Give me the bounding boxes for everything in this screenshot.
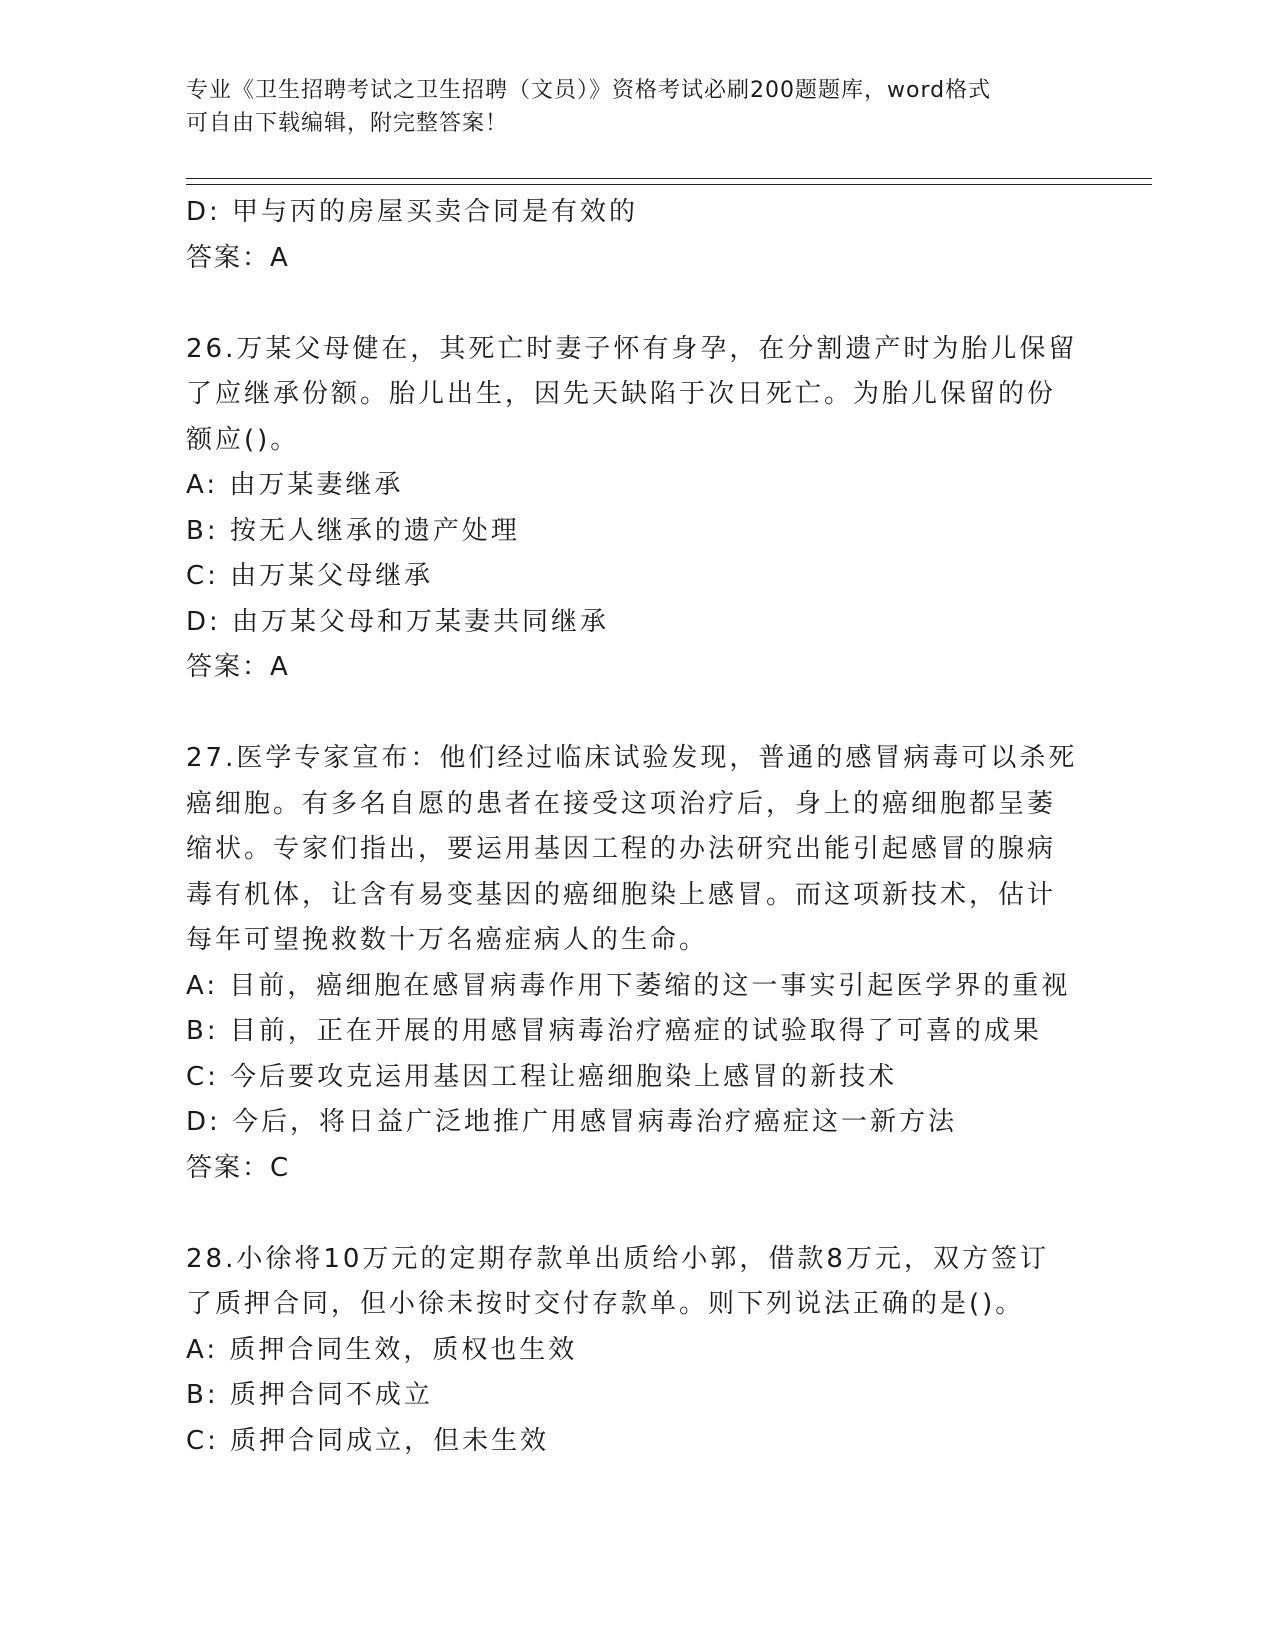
question-text-line: 了应继承份额。胎儿出生，因先天缺陷于次日死亡。为胎儿保留的份 bbox=[186, 379, 1057, 409]
option-a: A: 质押合同生效，质权也生效 bbox=[186, 1334, 578, 1365]
option-b: B: 按无人继承的遗产处理 bbox=[186, 515, 520, 546]
option-c: C: 今后要攻克运用基因工程让癌细胞染上感冒的新技术 bbox=[186, 1061, 898, 1092]
option-c: C: 由万某父母继承 bbox=[186, 561, 434, 591]
answer: 答案：A bbox=[186, 242, 290, 273]
option-a: A: 目前，癌细胞在感冒病毒作用下萎缩的这一事实引起医学界的重视 bbox=[186, 970, 1071, 1001]
question-text-line: 每年可望挽救数十万名癌症病人的生命。 bbox=[186, 925, 709, 955]
option-b: B: 质押合同不成立 bbox=[186, 1380, 433, 1410]
question-text-line: 额应()。 bbox=[186, 424, 300, 455]
question-text-line: 28.小徐将10万元的定期存款单出质给小郭，借款8万元，双方签订 bbox=[186, 1243, 1049, 1274]
option-d: D: 由万某父母和万某妻共同继承 bbox=[186, 606, 610, 637]
option-d: D: 今后，将日益广泛地推广用感冒病毒治疗癌症这一新方法 bbox=[186, 1107, 958, 1137]
question-text-line: 了质押合同，但小徐未按时交付存款单。则下列说法正确的是()。 bbox=[186, 1289, 1025, 1319]
question-text-line: 癌细胞。有多名自愿的患者在接受这项治疗后，身上的癌细胞都呈萎 bbox=[186, 788, 1057, 819]
answer: 答案：C bbox=[186, 1152, 291, 1183]
document-header bbox=[186, 74, 1086, 140]
question-27 bbox=[186, 736, 1086, 1191]
question-text-line: 缩状。专家们指出，要运用基因工程的办法研究出能引起感冒的腺病 bbox=[186, 834, 1057, 864]
header-divider-top bbox=[186, 178, 1152, 179]
header-line-2: 可自由下载编辑，附完整答案！ bbox=[186, 111, 509, 136]
answer: 答案：A bbox=[186, 652, 290, 682]
question-text-line: 27.医学专家宣布：他们经过临床试验发现，普通的感冒病毒可以杀死 bbox=[186, 743, 1078, 773]
option-a: A: 由万某妻继承 bbox=[186, 470, 404, 500]
question-text-line: 毒有机体，让含有易变基因的癌细胞染上感冒。而这项新技术，估计 bbox=[186, 879, 1057, 910]
question-text-line: 26.万某父母健在，其死亡时妻子怀有身孕，在分割遗产时为胎儿保留 bbox=[186, 333, 1078, 364]
spacer bbox=[186, 281, 1086, 327]
option-d: D: 甲与丙的房屋买卖合同是有效的 bbox=[186, 197, 639, 227]
header-line-1: 专业《卫生招聘考试之卫生招聘（文员）》资格考试必刷200题题库，word格式 bbox=[186, 78, 992, 103]
option-b: B: 目前，正在开展的用感冒病毒治疗癌症的试验取得了可喜的成果 bbox=[186, 1016, 1042, 1046]
option-c: C: 质押合同成立，但未生效 bbox=[186, 1425, 550, 1456]
spacer bbox=[186, 691, 1086, 737]
spacer bbox=[186, 1191, 1086, 1237]
header-divider-bottom bbox=[186, 184, 1152, 185]
question-25-tail bbox=[186, 190, 1086, 281]
question-26 bbox=[186, 327, 1086, 691]
document-body bbox=[186, 190, 1086, 1464]
question-28 bbox=[186, 1237, 1086, 1465]
